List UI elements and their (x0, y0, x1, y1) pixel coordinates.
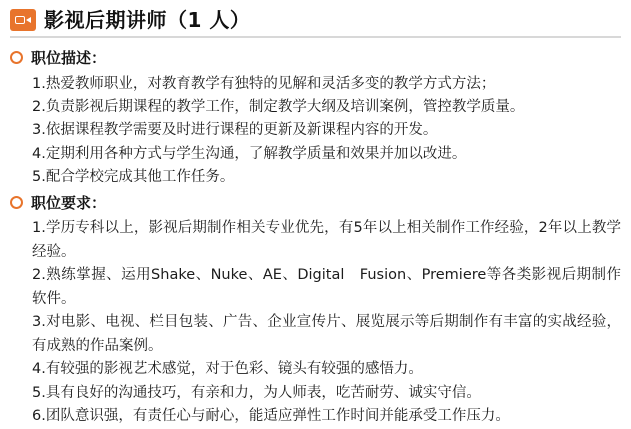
page-title: 影视后期讲师（1 人） (44, 8, 251, 32)
section-job-description-list (10, 73, 621, 190)
list-item: 1.热爱教师职业，对教育教学有独特的见解和灵活多变的教学方式方法； (32, 75, 496, 92)
video-camera-icon-body (15, 16, 25, 24)
list-item: 4.定期利用各种方式与学生沟通，了解教学质量和效果并加以改进。 (32, 145, 467, 162)
section-job-requirements-header (10, 192, 621, 215)
list-item: 4.有较强的影视艺术感觉，对于色彩、镜头有较强的感悟力。 (32, 361, 423, 378)
title-divider (10, 36, 621, 38)
list-item: 2.熟练掌握、运用Shake、Nuke、AE、Digital Fusion、Premiere等各类影视后期制作软件。 (32, 267, 621, 307)
section-job-requirements-list (10, 217, 621, 428)
video-camera-icon-lens (26, 17, 31, 23)
ring-bullet-icon (10, 51, 23, 64)
list-item: 5.配合学校完成其他工作任务。 (32, 169, 235, 186)
section-job-description-header (10, 47, 621, 70)
section-job-requirements-title: 职位要求： (31, 193, 107, 212)
list-item: 1.学历专科以上，影视后期制作相关专业优先，有5年以上相关制作工作经验，2年以上教学经验。 (32, 220, 621, 260)
section-job-requirements (10, 192, 621, 429)
list-item: 5.具有良好的沟通技巧，有亲和力，为人师表，吃苦耐劳、诚实守信。 (32, 384, 481, 401)
ring-bullet-icon (10, 196, 23, 209)
list-item: 6.团队意识强，有责任心与耐心，能适应弹性工作时间并能承受工作压力。 (32, 408, 510, 425)
video-camera-icon (10, 9, 36, 31)
list-item: 3.依据课程教学需要及时进行课程的更新及新课程内容的开发。 (32, 122, 438, 139)
section-job-description (10, 47, 621, 190)
list-item: 2.负责影视后期课程的教学工作，制定教学大纲及培训案例，管控教学质量。 (32, 98, 525, 115)
document-title-row (10, 8, 621, 32)
list-item: 3.对电影、电视、栏目包装、广告、企业宣传片、展览展示等后期制作有丰富的实战经验，有成熟的作品案例。 (32, 314, 621, 354)
section-job-description-title: 职位描述： (31, 49, 107, 67)
